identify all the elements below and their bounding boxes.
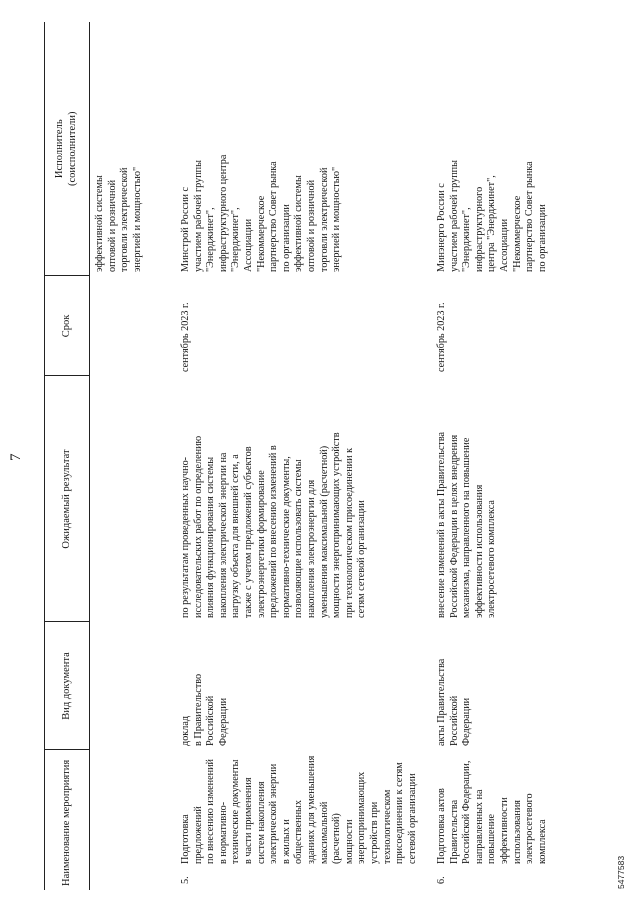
term: сентябрь 2023 г. <box>180 302 191 372</box>
table-row <box>430 22 602 890</box>
expected-result: по результатам проведенных научно- исследовательских работ по определению влияния функционирования системы накопления электрической энергии на нагрузку объекта для внешней сети, а также с учетом предложений субъектов электроэнергетики формирование предложений по внесению изменений в нормативно-технические документы, позволяющие использовать системы накопления электроэнергии для уменьшения максимальной (расчетной) мощности энергопринимающих устройств при технологическом присоединении к сетям сетевой организации <box>180 432 368 618</box>
measures-table <box>44 22 602 890</box>
executor: Минэнерго России с участием рабочей группы "Энерджинет", инфраструктурного центра "Энерджинет", Ассоциации "Некоммерческое партнерство Совет рынка по организации <box>436 160 548 272</box>
header-executor: Исполнитель (соисполнители) <box>45 22 90 276</box>
header-result: Ожидаемый результат <box>45 376 90 622</box>
document-type: доклад в Правительство Российской Федерации <box>180 673 229 746</box>
document-type: акты Правительства Российской Федерации <box>436 658 473 746</box>
header-term: Срок <box>45 276 90 376</box>
continuation-row <box>90 22 175 890</box>
header-name: Наименование мероприятия <box>45 750 90 890</box>
row-number: 5. <box>180 876 191 884</box>
measure-name: Подготовка предложений по внесению изменений в нормативно- технические документы в части применения систем накопления электрической энергии в жилых и общественных зданиях для уменьшения максимальной (расчетной) мощности энергопринимающих устройств при технологическом присоединении к сетям сетевой организации <box>180 755 418 864</box>
measure-name: Подготовка актов Правительства Российской Федерации, направленных на повышение эффективности использования электросетевого комплекса <box>436 760 548 864</box>
page-number: 7 <box>8 453 24 461</box>
row-number: 6. <box>436 876 447 884</box>
document-code: 5477583 <box>616 855 626 889</box>
expected-result: внесение изменений в акты Правительства Российской Федерации в целях внедрения механизма, направленного на повышение эффективности использования электросетевого комплекса <box>436 431 498 618</box>
table-row <box>174 22 430 890</box>
header-doc-type: Вид документа <box>45 622 90 750</box>
term: сентябрь 2023 г. <box>436 302 447 372</box>
header-row <box>45 22 90 890</box>
continuation-executor: эффективной системы оптовой и розничной торговли электрической энергией и мощностью" <box>94 166 143 272</box>
executor: Минстрой России с участием рабочей группы "Энерджинет", инфраструктурного центра "Энерджинет", Ассоциации "Некоммерческое партнерство Совет рынка по организации эффективной системы оптовой и розничной торговли электрической энергией и мощностью" <box>180 154 343 272</box>
